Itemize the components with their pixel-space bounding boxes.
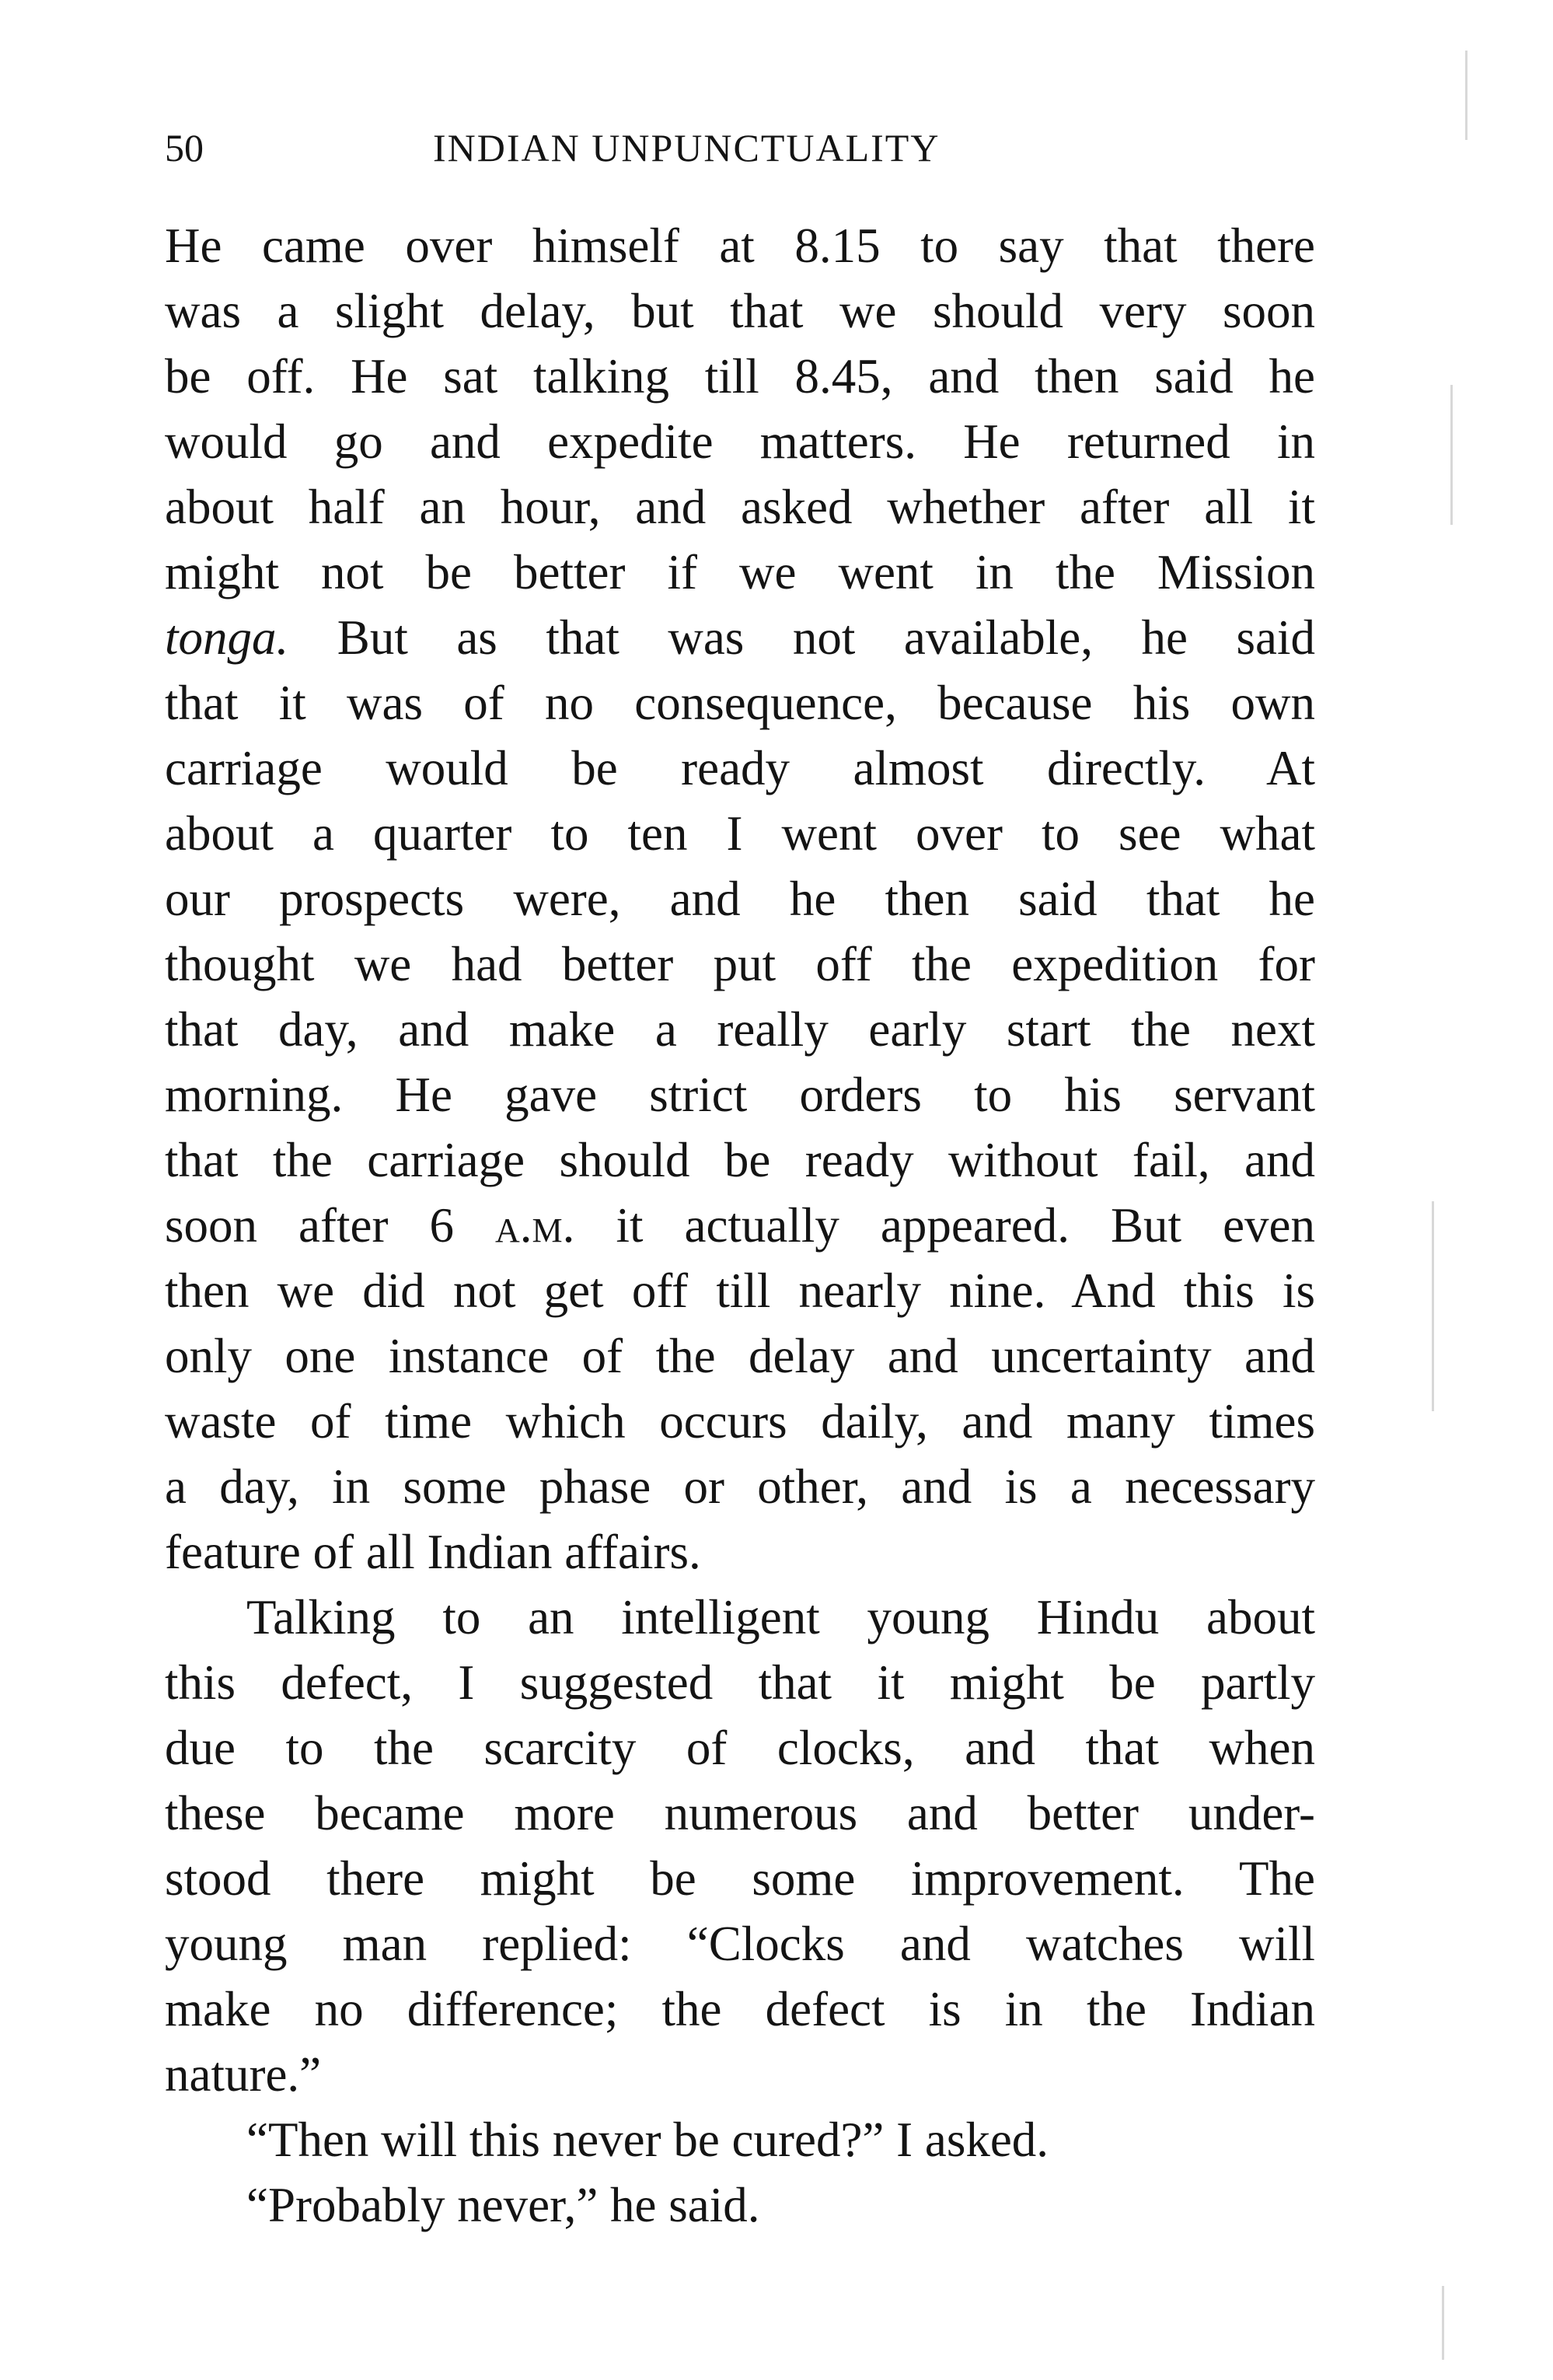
text-line [165, 605, 1315, 670]
text-line: about a quarter to ten I went over to see what [165, 806, 1315, 861]
scan-artifact [1450, 385, 1453, 525]
text-line: our prospects were, and he then said that he [165, 872, 1315, 926]
running-header [165, 117, 1315, 179]
text-line: carriage would be ready almost directly. At [165, 741, 1315, 795]
text-line: that day, and make a really early start the next [165, 1002, 1315, 1057]
scan-artifact [1442, 2286, 1444, 2360]
italic-word: tonga. [165, 610, 289, 665]
text-line: might not be better if we went in the Mission [165, 545, 1315, 599]
text-line: a day, in some phase or other, and is a necessary [165, 1459, 1315, 1514]
text-line: “Then will this never be cured?” I asked. [246, 2113, 1049, 2167]
text-line: these became more numerous and better under- [165, 1786, 1315, 1840]
text-line: nature.” [165, 2047, 322, 2102]
text-line: stood there might be some improvement. The [165, 1851, 1315, 1906]
text-line: about half an hour, and asked whether after all it [165, 480, 1315, 534]
text-line: “Probably never,” he said. [246, 2178, 760, 2232]
text-line: young man replied: “Clocks and watches will [165, 1917, 1315, 1971]
text-segment: it actually appeared. But even [574, 1198, 1315, 1253]
text-line: Talking to an intelligent young Hindu about [246, 1590, 1315, 1644]
text-line: waste of time which occurs daily, and many times [165, 1394, 1315, 1449]
text-line [165, 1193, 1315, 1258]
page-number: 50 [165, 126, 204, 170]
text-line: be off. He sat talking till 8.45, and then said he [165, 349, 1315, 404]
text-segment: But as that was not available, he said [288, 610, 1315, 665]
scan-artifact [1432, 1201, 1434, 1411]
text-line: only one instance of the delay and uncertainty and [165, 1329, 1315, 1383]
text-line: feature of all Indian affairs. [165, 1525, 701, 1579]
text-line: thought we had better put off the expedition for [165, 937, 1315, 991]
text-line: that the carriage should be ready without fail, and [165, 1133, 1315, 1187]
text-line: was a slight delay, but that we should very soon [165, 284, 1315, 338]
text-line: morning. He gave strict orders to his servant [165, 1068, 1315, 1122]
text-line: make no difference; the defect is in the Indian [165, 1982, 1315, 2036]
text-segment: soon after 6 [165, 1198, 495, 1253]
body-text [165, 213, 1315, 2238]
text-line: this defect, I suggested that it might be partly [165, 1655, 1315, 1710]
text-line: He came over himself at 8.15 to say that there [165, 218, 1315, 273]
small-caps-abbreviation: a.m. [495, 1198, 575, 1253]
text-line: would go and expedite matters. He returned in [165, 414, 1315, 469]
text-line: due to the scarcity of clocks, and that when [165, 1721, 1315, 1775]
running-title: INDIAN UNPUNCTUALITY [433, 126, 941, 170]
text-line: then we did not get off till nearly nine. And this is [165, 1263, 1315, 1318]
text-line: that it was of no consequence, because his own [165, 676, 1315, 730]
scan-artifact [1465, 51, 1467, 140]
